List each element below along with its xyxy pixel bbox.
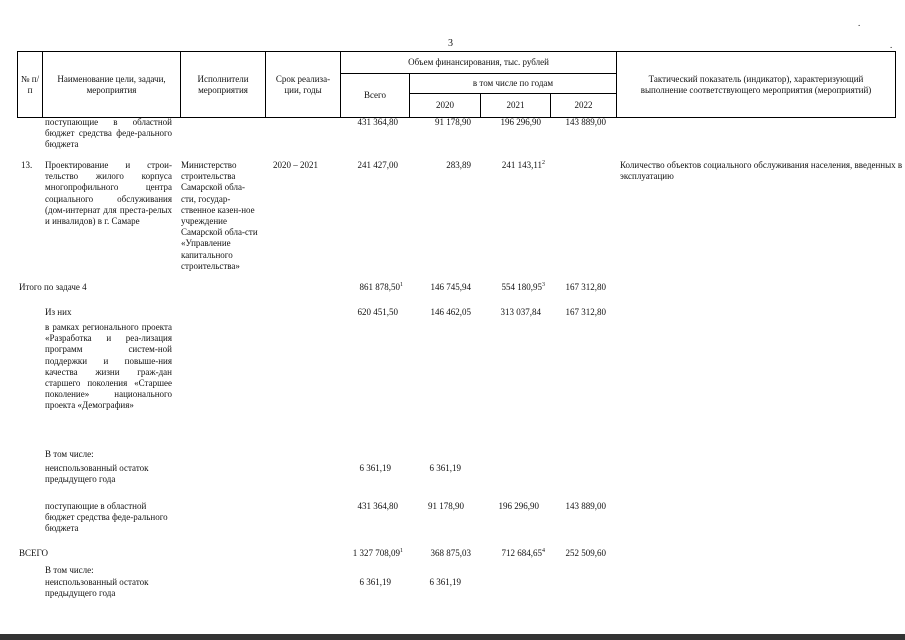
cell-2021-value: 712 684,65 (501, 548, 542, 558)
fed-budget-label: поступающие в областной бюджет средства феде-рального бюджета (45, 501, 168, 534)
footnote-mark: 4 (542, 548, 545, 554)
header-year-2021: 2021 (481, 94, 551, 118)
cell-2021-value: 554 180,95 (501, 282, 542, 292)
item-name: Проектирование и строи-тельство жилого корпуса многопрофильного центра социального обслуживания (дом-интернат для преста-релых и инвалидов) в г. Самаре (45, 160, 172, 227)
header-year-2022: 2022 (551, 94, 617, 118)
cell-2021: 196 296,90 (498, 501, 539, 511)
unused-remainder-label: неиспользованный остаток предыдущего года (45, 463, 149, 485)
cell-total: 241 427,00 (357, 160, 398, 170)
cell-2021: 196 296,90 (500, 117, 541, 127)
item-term: 2020 – 2021 (273, 160, 318, 170)
header-total: Всего (341, 74, 410, 118)
footnote-mark: 3 (542, 282, 545, 288)
header-year-2020: 2020 (410, 94, 481, 118)
task4-total-label: Итого по задаче 4 (19, 282, 87, 292)
including-label: В том числе: (45, 449, 94, 459)
header-funding: Объем финансирования, тыс. рублей (341, 52, 617, 74)
header-by-years: в том числе по годам (410, 74, 617, 94)
cell-2020: 91 178,90 (435, 117, 471, 127)
cell-total: 6 361,19 (359, 463, 391, 473)
speck-mark: . (890, 40, 893, 50)
header-num: № п/п (18, 52, 43, 118)
grand-total-label: ВСЕГО (19, 548, 48, 558)
unused-remainder-label: неиспользованный остаток предыдущего года (45, 577, 149, 599)
cell-total: 6 361,19 (359, 577, 391, 587)
cell-2022: 252 509,60 (565, 548, 606, 558)
cell-total: 431 364,80 (357, 117, 398, 127)
row-fed-budget-label: поступающие в областной бюджет средства феде-рального бюджета (45, 117, 172, 150)
cell-total (325, 282, 403, 293)
cell-2020: 283,89 (446, 160, 471, 170)
item-number: 13. (21, 160, 33, 170)
cell-2022: 143 889,00 (565, 117, 606, 127)
header-name: Наименование цели, задачи, мероприятия (43, 52, 181, 118)
footnote-mark: 2 (542, 160, 545, 166)
cell-2021 (470, 548, 545, 559)
header-indicator: Тактический показатель (индикатор), характеризующий выполнение соответствующего мероприятия (мероприятий) (617, 52, 896, 118)
cell-2022: 167 312,80 (565, 282, 606, 292)
cell-2020: 6 361,19 (429, 577, 461, 587)
footnote-mark: 1 (400, 548, 403, 554)
cell-2021-value: 241 143,11 (501, 160, 542, 170)
item-indicator: Количество объектов социального обслуживания населения, введенных в эксплуатацию (620, 160, 903, 182)
regional-project-desc: в рамках регионального проекта «Разработка и реа-лизация программ систем-ной поддержки и повыше-ния качества жизни граж-дан старшего поколения «Старшее поколение» национального проекта «Демография» (45, 322, 172, 411)
header-term: Срок реализа-ции, годы (266, 52, 341, 118)
cell-total-value: 861 878,50 (359, 282, 400, 292)
cell-2022: 167 312,80 (565, 307, 606, 317)
cell-2020: 91 178,90 (428, 501, 464, 511)
including-label: В том числе: (45, 565, 94, 575)
cell-2020: 146 462,05 (430, 307, 471, 317)
of-them-label: Из них (45, 307, 72, 317)
cell-total (325, 548, 403, 559)
item-executors: Министерство строительства Самарской обла-сти, государ-ственное казен-ное учреждение Самарской обла-сти «Управление капитального строительства» (181, 160, 258, 271)
cell-total: 620 451,50 (357, 307, 398, 317)
cell-total-value: 1 327 708,09 (352, 548, 400, 558)
speck-mark: . (858, 18, 861, 28)
cell-2021: 313 037,84 (500, 307, 541, 317)
page-number: 3 (448, 38, 453, 49)
cell-total: 431 364,80 (357, 501, 398, 511)
cell-2022: 143 889,00 (565, 501, 606, 511)
scan-edge-border (0, 634, 905, 640)
header-executors: Исполнители мероприятия (181, 52, 266, 118)
cell-2021 (470, 282, 545, 293)
cell-2020: 6 361,19 (429, 463, 461, 473)
cell-2020: 146 745,94 (430, 282, 471, 292)
cell-2021 (470, 160, 545, 171)
footnote-mark: 1 (400, 282, 403, 288)
table-header (17, 51, 896, 118)
cell-2020: 368 875,03 (430, 548, 471, 558)
